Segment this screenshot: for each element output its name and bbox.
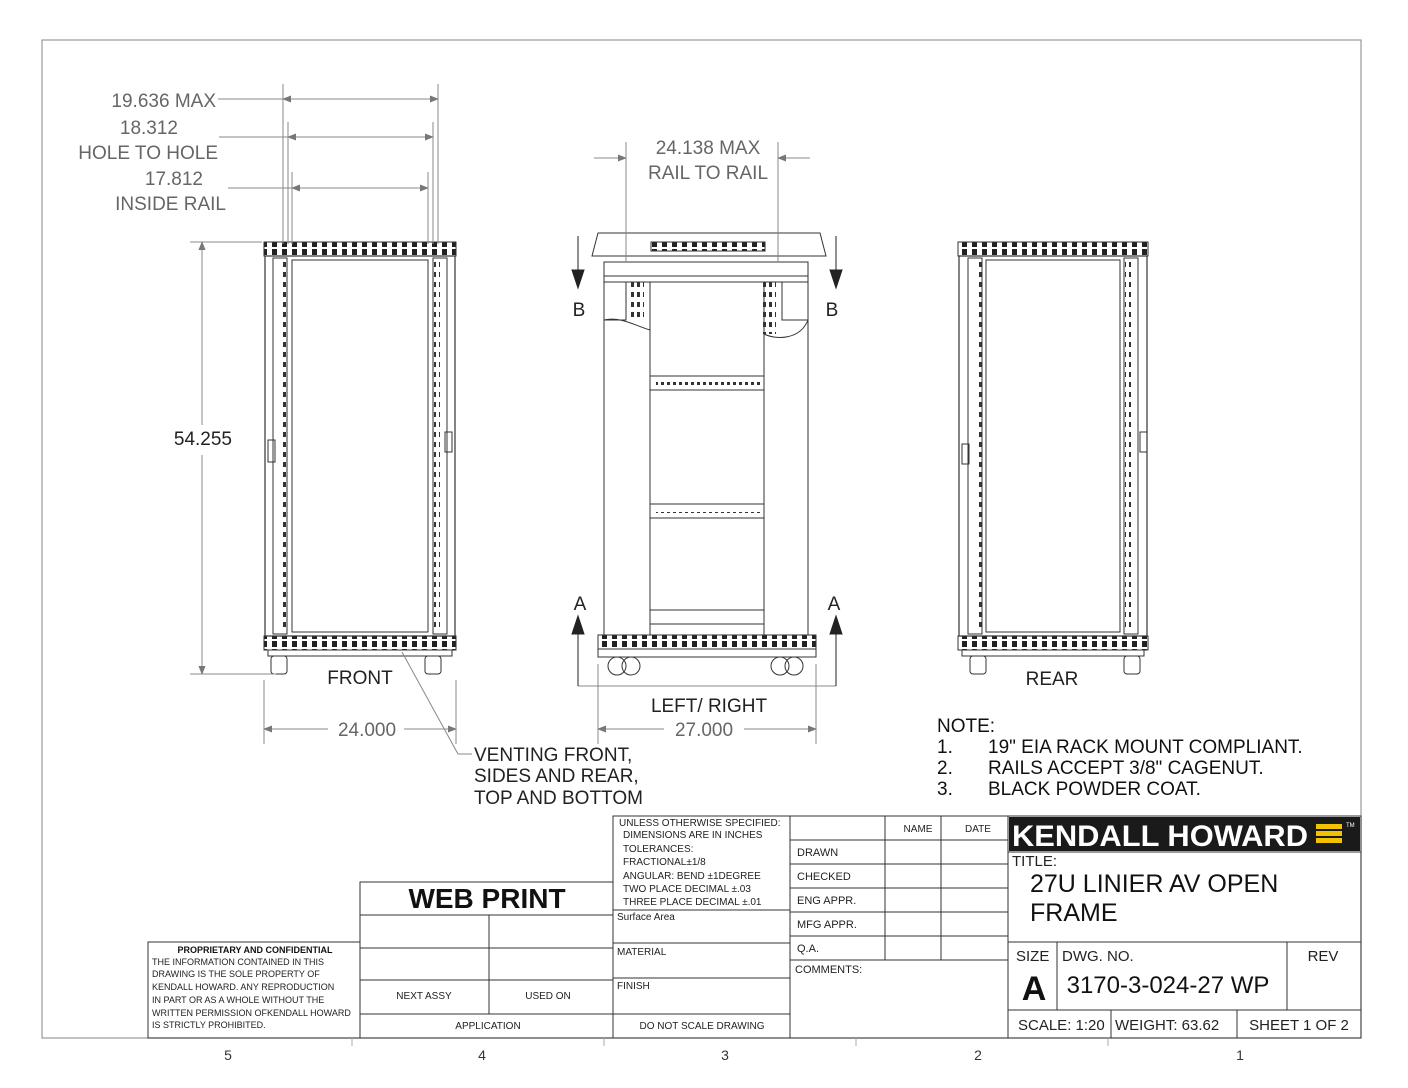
side-dimensions — [578, 142, 836, 744]
front-view-label: FRONT — [327, 668, 393, 689]
surface-area-label: Surface Area — [617, 912, 675, 923]
logo-accent-icon — [1316, 824, 1342, 829]
approval-eng: ENG APPR. — [797, 895, 857, 907]
web-print-stamp: WEB PRINT — [408, 883, 566, 914]
section-marker-a-left: A — [573, 594, 587, 615]
tolerance-line: DIMENSIONS ARE IN INCHES — [623, 830, 763, 841]
sheet-number: SHEET 1 OF 2 — [1249, 1017, 1349, 1034]
rear-view — [958, 242, 1148, 674]
title-label: TITLE: — [1012, 853, 1058, 870]
tolerance-line: FRACTIONAL±1/8 — [623, 857, 706, 868]
notes-heading: NOTE: — [937, 716, 996, 737]
approval-qa: Q.A. — [797, 943, 820, 955]
rev-label: REV — [1307, 948, 1339, 965]
note-2-number: 2. — [937, 758, 953, 779]
front-dimensions — [190, 84, 472, 754]
dwg-no-label: DWG. NO. — [1062, 948, 1134, 965]
section-marker-a-right: A — [827, 594, 841, 615]
name-column-header: NAME — [903, 824, 933, 835]
rail-to-rail-value: 24.138 MAX — [655, 138, 761, 159]
note-1-text: 19" EIA RACK MOUNT COMPLIANT. — [988, 737, 1303, 758]
side-depth-dimension: 27.000 — [674, 720, 734, 741]
trademark: TM — [1346, 823, 1355, 829]
proprietary-line: WRITTEN PERMISSION OFKENDALL HOWARD — [152, 1008, 351, 1018]
used-on-label: USED ON — [525, 991, 571, 1002]
zone-label: 2 — [974, 1047, 982, 1063]
tolerance-line: THREE PLACE DECIMAL ±.01 — [623, 897, 762, 908]
front-depth-dimension: 24.000 — [337, 720, 397, 741]
tolerance-line: TOLERANCES: — [623, 844, 694, 855]
proprietary-line: IN PART OR AS A WHOLE WITHOUT THE — [152, 995, 325, 1005]
note-3-number: 3. — [937, 779, 953, 800]
rear-view-label: REAR — [1025, 669, 1079, 690]
front-view — [264, 242, 456, 674]
note-1-number: 1. — [937, 737, 953, 758]
proprietary-line: KENDALL HOWARD. ANY REPRODUCTION — [152, 982, 335, 992]
proprietary-line: IS STRICTLY PROHIBITED. — [152, 1020, 266, 1030]
approval-checked: CHECKED — [797, 871, 851, 883]
note-2-text: RAILS ACCEPT 3/8" CAGENUT. — [988, 758, 1264, 779]
weight-value: WEIGHT: 63.62 — [1115, 1017, 1220, 1034]
zone-label: 4 — [478, 1047, 486, 1063]
scale-value: SCALE: 1:20 — [1018, 1017, 1105, 1034]
hole-to-hole-value: 18.312 — [119, 118, 178, 139]
height-dimension: 54.255 — [173, 429, 232, 450]
zone-label: 1 — [1236, 1047, 1244, 1063]
section-marker-b-right: B — [825, 300, 839, 321]
sheet-size: A — [1021, 970, 1047, 1008]
section-markers — [572, 236, 842, 686]
date-column-header: DATE — [965, 824, 991, 835]
tolerance-line: UNLESS OTHERWISE SPECIFIED: — [619, 818, 781, 829]
inside-rail-label: INSIDE RAIL — [115, 194, 226, 215]
company-name: KENDALL HOWARD — [1012, 820, 1308, 853]
do-not-scale-label: DO NOT SCALE DRAWING — [639, 1021, 765, 1032]
side-view — [592, 233, 826, 675]
comments-label: COMMENTS: — [795, 964, 863, 976]
drawing-number: 3170-3-024-27 WP — [1066, 972, 1270, 999]
inside-rail-value: 17.812 — [144, 169, 203, 190]
side-view-label: LEFT/ RIGHT — [650, 696, 768, 717]
company-logo — [1009, 817, 1360, 853]
tolerance-line: ANGULAR: BEND ±1DEGREE — [623, 871, 761, 882]
rail-to-rail-label: RAIL TO RAIL — [647, 163, 769, 184]
drawing-title-line-1: 27U LINIER AV OPEN — [1030, 870, 1279, 898]
next-assy-label: NEXT ASSY — [396, 991, 452, 1002]
zone-label: 3 — [721, 1047, 729, 1063]
overall-width-label: 19.636 MAX — [111, 91, 216, 112]
venting-line-3: TOP AND BOTTOM — [474, 788, 643, 809]
proprietary-title: PROPRIETARY AND CONFIDENTIAL — [177, 945, 333, 955]
proprietary-line: THE INFORMATION CONTAINED IN THIS — [152, 957, 325, 967]
drawing-title-line-2: FRAME — [1030, 899, 1118, 927]
venting-line-2: SIDES AND REAR, — [474, 766, 639, 787]
approval-drawn: DRAWN — [797, 847, 839, 859]
size-label: SIZE — [1016, 948, 1050, 965]
proprietary-line: DRAWING IS THE SOLE PROPERTY OF — [152, 969, 320, 979]
material-label: MATERIAL — [617, 947, 667, 958]
venting-line-1: VENTING FRONT, — [474, 745, 633, 766]
finish-label: FINISH — [617, 981, 650, 992]
application-label: APPLICATION — [455, 1021, 521, 1032]
zone-label: 5 — [224, 1047, 232, 1063]
section-marker-b-left: B — [572, 300, 586, 321]
hole-to-hole-label: HOLE TO HOLE — [78, 143, 218, 164]
note-3-text: BLACK POWDER COAT. — [988, 779, 1201, 800]
approval-mfg: MFG APPR. — [797, 919, 857, 931]
tolerance-line: TWO PLACE DECIMAL ±.03 — [623, 884, 751, 895]
